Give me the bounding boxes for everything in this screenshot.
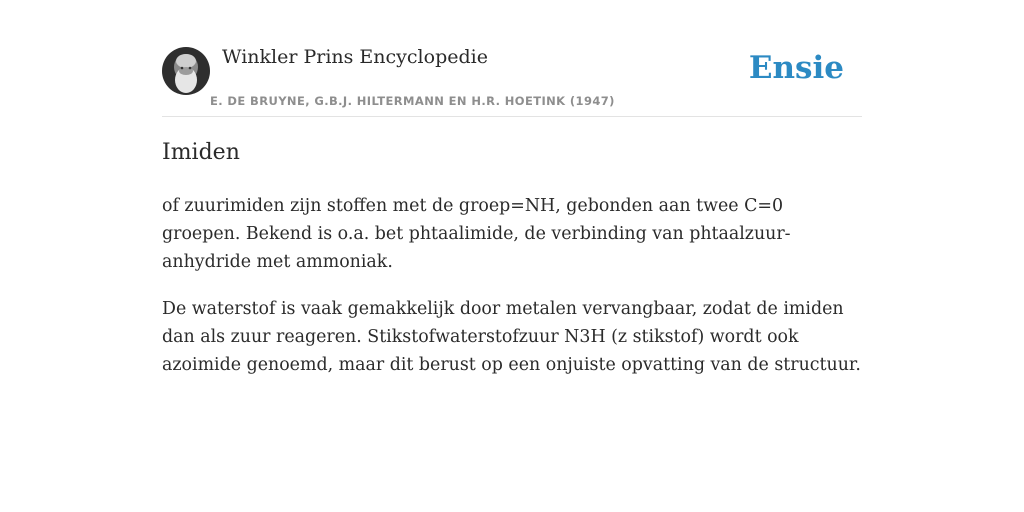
portrait-icon	[162, 47, 210, 95]
authors-line: E. DE BRUYNE, G.B.J. HILTERMANN EN H.R. HOETINK (1947)	[210, 94, 615, 108]
article-paragraph: of zuurimiden zijn stoffen met de groep=NH, gebonden aan twee C=0 groepen. Bekend is o.a. bet phtaalimide, de verbinding van phtaalzuur-anhydride met ammoniak.	[162, 196, 791, 272]
author-avatar[interactable]	[162, 47, 210, 95]
article-title: Imiden	[162, 140, 240, 165]
page-header	[162, 0, 862, 117]
article-body	[162, 192, 862, 398]
encyclopedia-title[interactable]: Winkler Prins Encyclopedie	[222, 46, 488, 68]
article-paragraph: De waterstof is vaak gemakkelijk door metalen vervangbaar, zodat de imiden dan als zuur reageren. Stikstofwaterstofzuur N3H (z stikstof) wordt ook azoimide genoemd, maar dit berust op een onjuiste opvatting van de structuur.	[162, 299, 861, 375]
brand-logo-link[interactable]: Ensie	[748, 50, 844, 86]
page-container	[162, 0, 862, 375]
